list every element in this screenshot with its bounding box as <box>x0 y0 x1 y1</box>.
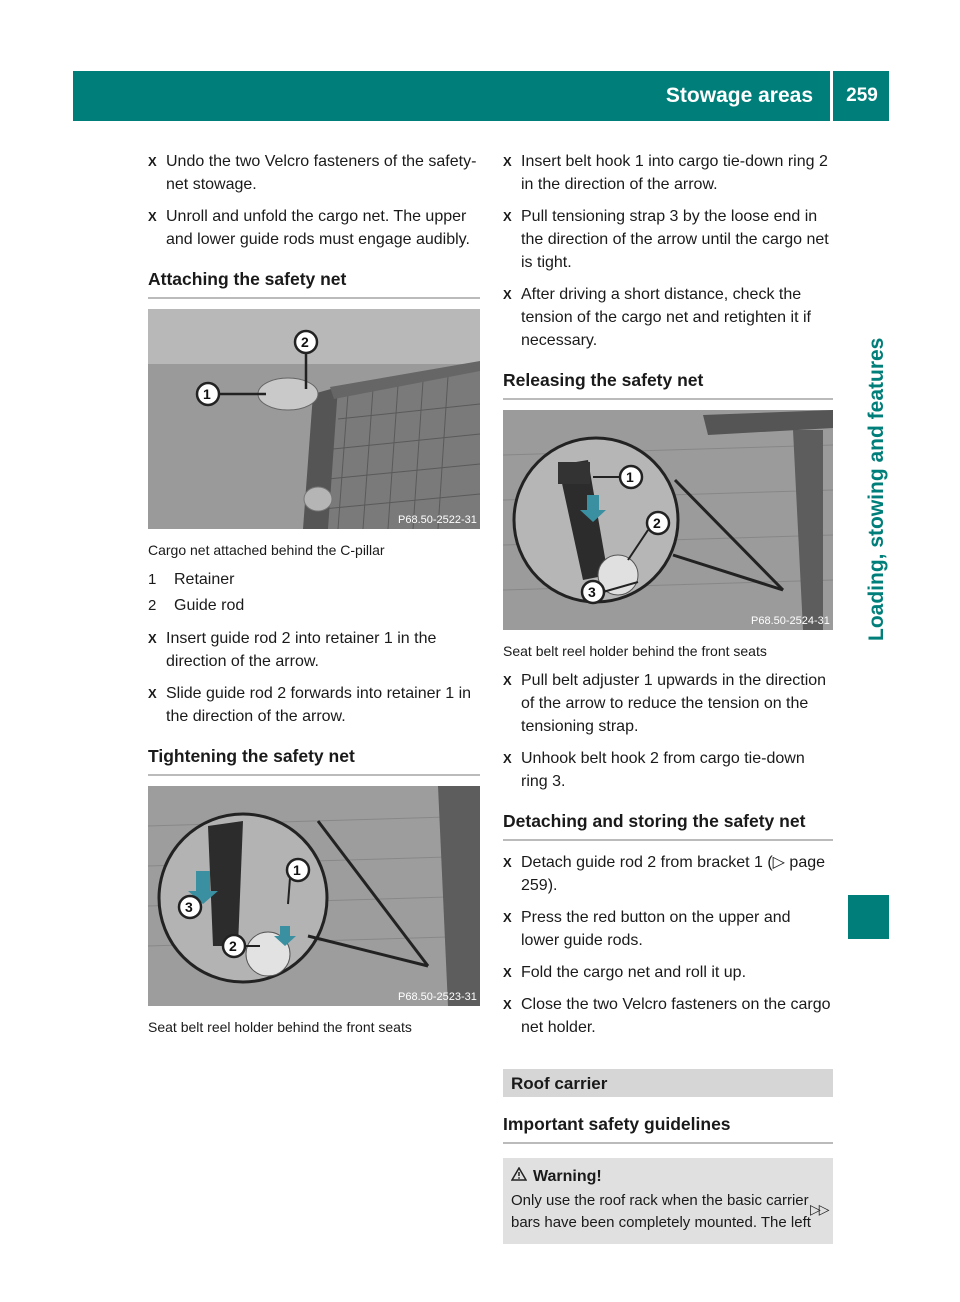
figure-code: P68.50-2524-31 <box>751 615 830 627</box>
step-marker-icon: X <box>503 673 512 688</box>
step-marker-icon: X <box>503 965 512 980</box>
step-marker-icon: X <box>503 997 512 1012</box>
figure-caption: Seat belt reel holder behind the front seats <box>148 1019 412 1035</box>
step <box>148 150 480 196</box>
callout-3: 3 <box>588 584 596 600</box>
legend-label: Guide rod <box>174 597 245 614</box>
section-title: Stowage areas <box>665 84 813 107</box>
step-marker-icon: X <box>503 910 512 925</box>
step-text: Insert guide rod 2 into retainer 1 in the direction of the arrow. <box>166 630 437 670</box>
figure-code: P68.50-2522-31 <box>398 514 477 526</box>
warning-title <box>511 1166 825 1188</box>
heading-detaching: Detaching and storing the safety net <box>503 802 833 841</box>
callout-2: 2 <box>301 334 309 350</box>
warning-title-text: Warning! <box>533 1168 602 1185</box>
step-marker-icon: X <box>503 751 512 766</box>
step-text: Pull tensioning strap 3 by the loose end in the direction of the arrow until the cargo net is tight. <box>521 208 829 271</box>
heading-attaching: Attaching the safety net <box>148 260 480 299</box>
callout-3: 3 <box>185 899 193 915</box>
chapter-marker <box>848 895 889 939</box>
step <box>503 669 833 738</box>
chapter-tab <box>848 121 889 653</box>
figure-caption: Seat belt reel holder behind the front seats <box>503 643 767 659</box>
step-marker-icon: X <box>503 855 512 870</box>
chapter-title: Loading, stowing and features <box>865 337 888 641</box>
step <box>503 993 833 1039</box>
step <box>148 627 480 673</box>
heading-releasing: Releasing the safety net <box>503 361 833 400</box>
callout-1: 1 <box>203 386 211 402</box>
step-marker-icon: X <box>148 209 157 224</box>
callout-1: 1 <box>626 469 634 485</box>
callout-2: 2 <box>653 515 661 531</box>
legend-item <box>148 568 480 591</box>
figure-caption: Cargo net attached behind the C-pillar <box>148 542 385 558</box>
figure-cargo-net-attached <box>148 309 480 529</box>
right-column <box>503 150 833 1244</box>
header-divider <box>830 71 833 121</box>
step-text: Slide guide rod 2 forwards into retainer 1 in the direction of the arrow. <box>166 685 472 725</box>
legend-number: 2 <box>148 597 157 614</box>
step-text: Undo the two Velcro fasteners of the safety-net stowage. <box>166 153 477 193</box>
left-column <box>148 150 480 1045</box>
warning-box <box>503 1158 833 1244</box>
step-marker-icon: X <box>148 631 157 646</box>
heading-safety-guidelines: Important safety guidelines <box>503 1105 833 1144</box>
step <box>503 961 833 984</box>
legend-label: Retainer <box>174 571 235 588</box>
step-text: Insert belt hook 1 into cargo tie-down ring 2 in the direction of the arrow. <box>521 153 828 193</box>
step-marker-icon: X <box>503 209 512 224</box>
callout-2: 2 <box>229 938 237 954</box>
step <box>503 906 833 952</box>
step-text: Detach guide rod 2 from bracket 1 (▷ page 259). <box>521 854 826 894</box>
step <box>503 283 833 352</box>
warning-triangle-icon <box>511 1166 527 1188</box>
step-marker-icon: X <box>503 287 512 302</box>
step <box>503 150 833 196</box>
step-text: Fold the cargo net and roll it up. <box>521 964 747 981</box>
step-text: Close the two Velcro fasteners on the cargo net holder. <box>521 996 831 1036</box>
warning-text: Only use the roof rack when the basic carrier bars have been completely mounted. The left <box>511 1192 811 1231</box>
step-text: Press the red button on the upper and lower guide rods. <box>521 909 791 949</box>
step-marker-icon: X <box>503 154 512 169</box>
step <box>503 747 833 793</box>
figure-code: P68.50-2523-31 <box>398 991 477 1003</box>
legend-number: 1 <box>148 571 157 588</box>
step-text: Unroll and unfold the cargo net. The upper and lower guide rods must engage audibly. <box>166 208 470 248</box>
step-text: After driving a short distance, check the tension of the cargo net and retighten it if necessary. <box>521 286 811 349</box>
heading-tightening: Tightening the safety net <box>148 737 480 776</box>
page-number: 259 <box>846 85 878 106</box>
figure-release-seat-belt <box>503 410 833 630</box>
step-text: Pull belt adjuster 1 upwards in the direction of the arrow to reduce the tension on the tensioning strap. <box>521 672 827 735</box>
continued-icon: ▷▷ <box>810 1201 828 1217</box>
figure-seat-belt-reel-holder <box>148 786 480 1006</box>
legend-item <box>148 594 480 617</box>
section-bar-roof-carrier: Roof carrier <box>503 1069 833 1097</box>
step <box>148 682 480 728</box>
step-marker-icon: X <box>148 154 157 169</box>
step <box>148 205 480 251</box>
page-header <box>73 71 889 121</box>
callout-1: 1 <box>293 862 301 878</box>
step-text: Unhook belt hook 2 from cargo tie-down ring 3. <box>521 750 805 790</box>
step-marker-icon: X <box>148 686 157 701</box>
step <box>503 205 833 274</box>
step <box>503 851 833 897</box>
